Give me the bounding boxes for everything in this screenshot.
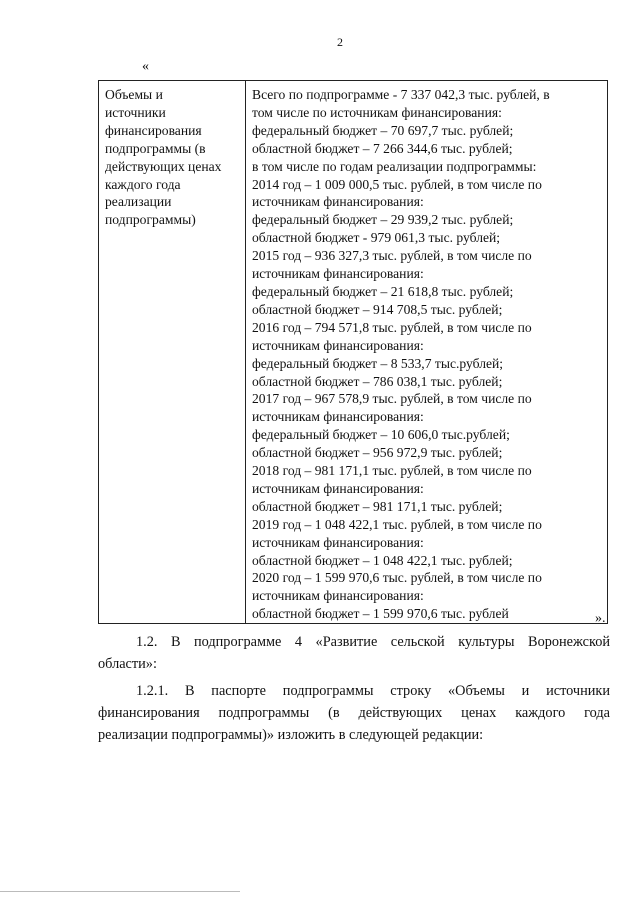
- content-line: Всего по подпрограмме - 7 337 042,3 тыс. рублей, в: [252, 87, 550, 102]
- content-line: источникам финансирования:: [252, 337, 424, 353]
- content-line: 2014 год – 1 009 000,5 тыс. рублей, в том числе по: [252, 176, 542, 192]
- content-line: федеральный бюджет – 8 533,7 тыс.рублей;: [252, 355, 504, 371]
- content-line: источникам финансирования:: [252, 194, 424, 210]
- content-line: источникам финансирования:: [252, 480, 424, 496]
- content-line: 2018 год – 981 171,1 тыс. рублей, в том числе по: [252, 463, 532, 479]
- opening-quote: «: [142, 59, 149, 74]
- content-line: областной бюджет – 1 599 970,6 тыс. рублей: [252, 606, 509, 622]
- label-line: подпрограммы): [105, 212, 196, 228]
- content-line: областной бюджет – 1 048 422,1 тыс. рублей;: [252, 552, 513, 568]
- content-line: областной бюджет - 979 061,3 тыс. рублей;: [252, 230, 501, 246]
- financing-label-cell: [99, 81, 246, 624]
- label-line: Объемы и: [105, 87, 163, 102]
- content-line: источникам финансирования:: [252, 534, 424, 550]
- paragraph-line: финансирования подпрограммы (в действующих ценах каждого года: [98, 705, 610, 721]
- financing-content-cell: [246, 81, 608, 624]
- financing-table: [98, 80, 608, 624]
- content-line: областной бюджет – 956 972,9 тыс. рублей;: [252, 445, 503, 461]
- label-line: подпрограммы (в: [105, 140, 206, 156]
- label-line: источники: [105, 104, 166, 120]
- paragraph-line: 1.2.1. В паспорте подпрограммы строку «Объемы и источники: [136, 683, 610, 699]
- content-line: областной бюджет – 914 708,5 тыс. рублей;: [252, 301, 503, 317]
- content-line: 2015 год – 936 327,3 тыс. рублей, в том числе по: [252, 248, 532, 264]
- content-line: федеральный бюджет – 21 618,8 тыс. рублей;: [252, 283, 514, 299]
- content-line: 2017 год – 967 578,9 тыс. рублей, в том числе по: [252, 391, 532, 407]
- paragraph-line: 1.2. В подпрограмме 4 «Развитие сельской культуры Воронежской: [136, 634, 610, 650]
- content-line: 2019 год – 1 048 422,1 тыс. рублей, в том числе по: [252, 516, 542, 532]
- label-line: действующих ценах: [105, 158, 222, 174]
- footer-divider: [0, 891, 240, 892]
- content-line: федеральный бюджет – 10 606,0 тыс.рублей;: [252, 427, 510, 443]
- content-line: федеральный бюджет – 70 697,7 тыс. рублей;: [252, 122, 514, 138]
- label-line: реализации: [105, 194, 172, 210]
- content-line: источникам финансирования:: [252, 266, 424, 282]
- label-line: финансирования: [105, 122, 202, 138]
- content-line: источникам финансирования:: [252, 588, 424, 604]
- content-line: 2016 год – 794 571,8 тыс. рублей, в том числе по: [252, 319, 532, 335]
- paragraph-line: области»:: [98, 656, 157, 672]
- content-line: 2020 год – 1 599 970,6 тыс. рублей, в том числе по: [252, 570, 542, 586]
- paragraph-line: реализации подпрограммы)» изложить в следующей редакции:: [98, 727, 484, 743]
- content-line: областной бюджет – 7 266 344,6 тыс. рублей;: [252, 140, 513, 156]
- content-line: областной бюджет – 981 171,1 тыс. рублей;: [252, 498, 503, 514]
- content-line: федеральный бюджет – 29 939,2 тыс. рублей;: [252, 212, 514, 228]
- table-row: [99, 81, 608, 624]
- content-line: областной бюджет – 786 038,1 тыс. рублей;: [252, 373, 503, 389]
- paragraph-1-2-1: [98, 680, 610, 746]
- paragraph-1-2: [98, 631, 610, 675]
- content-line: том числе по источникам финансирования:: [252, 104, 502, 120]
- closing-quote: ».: [595, 611, 606, 626]
- content-line: в том числе по годам реализации подпрограммы:: [252, 158, 537, 174]
- content-line: источникам финансирования:: [252, 409, 424, 425]
- page-number: 2: [337, 35, 343, 49]
- label-line: каждого года: [105, 176, 181, 192]
